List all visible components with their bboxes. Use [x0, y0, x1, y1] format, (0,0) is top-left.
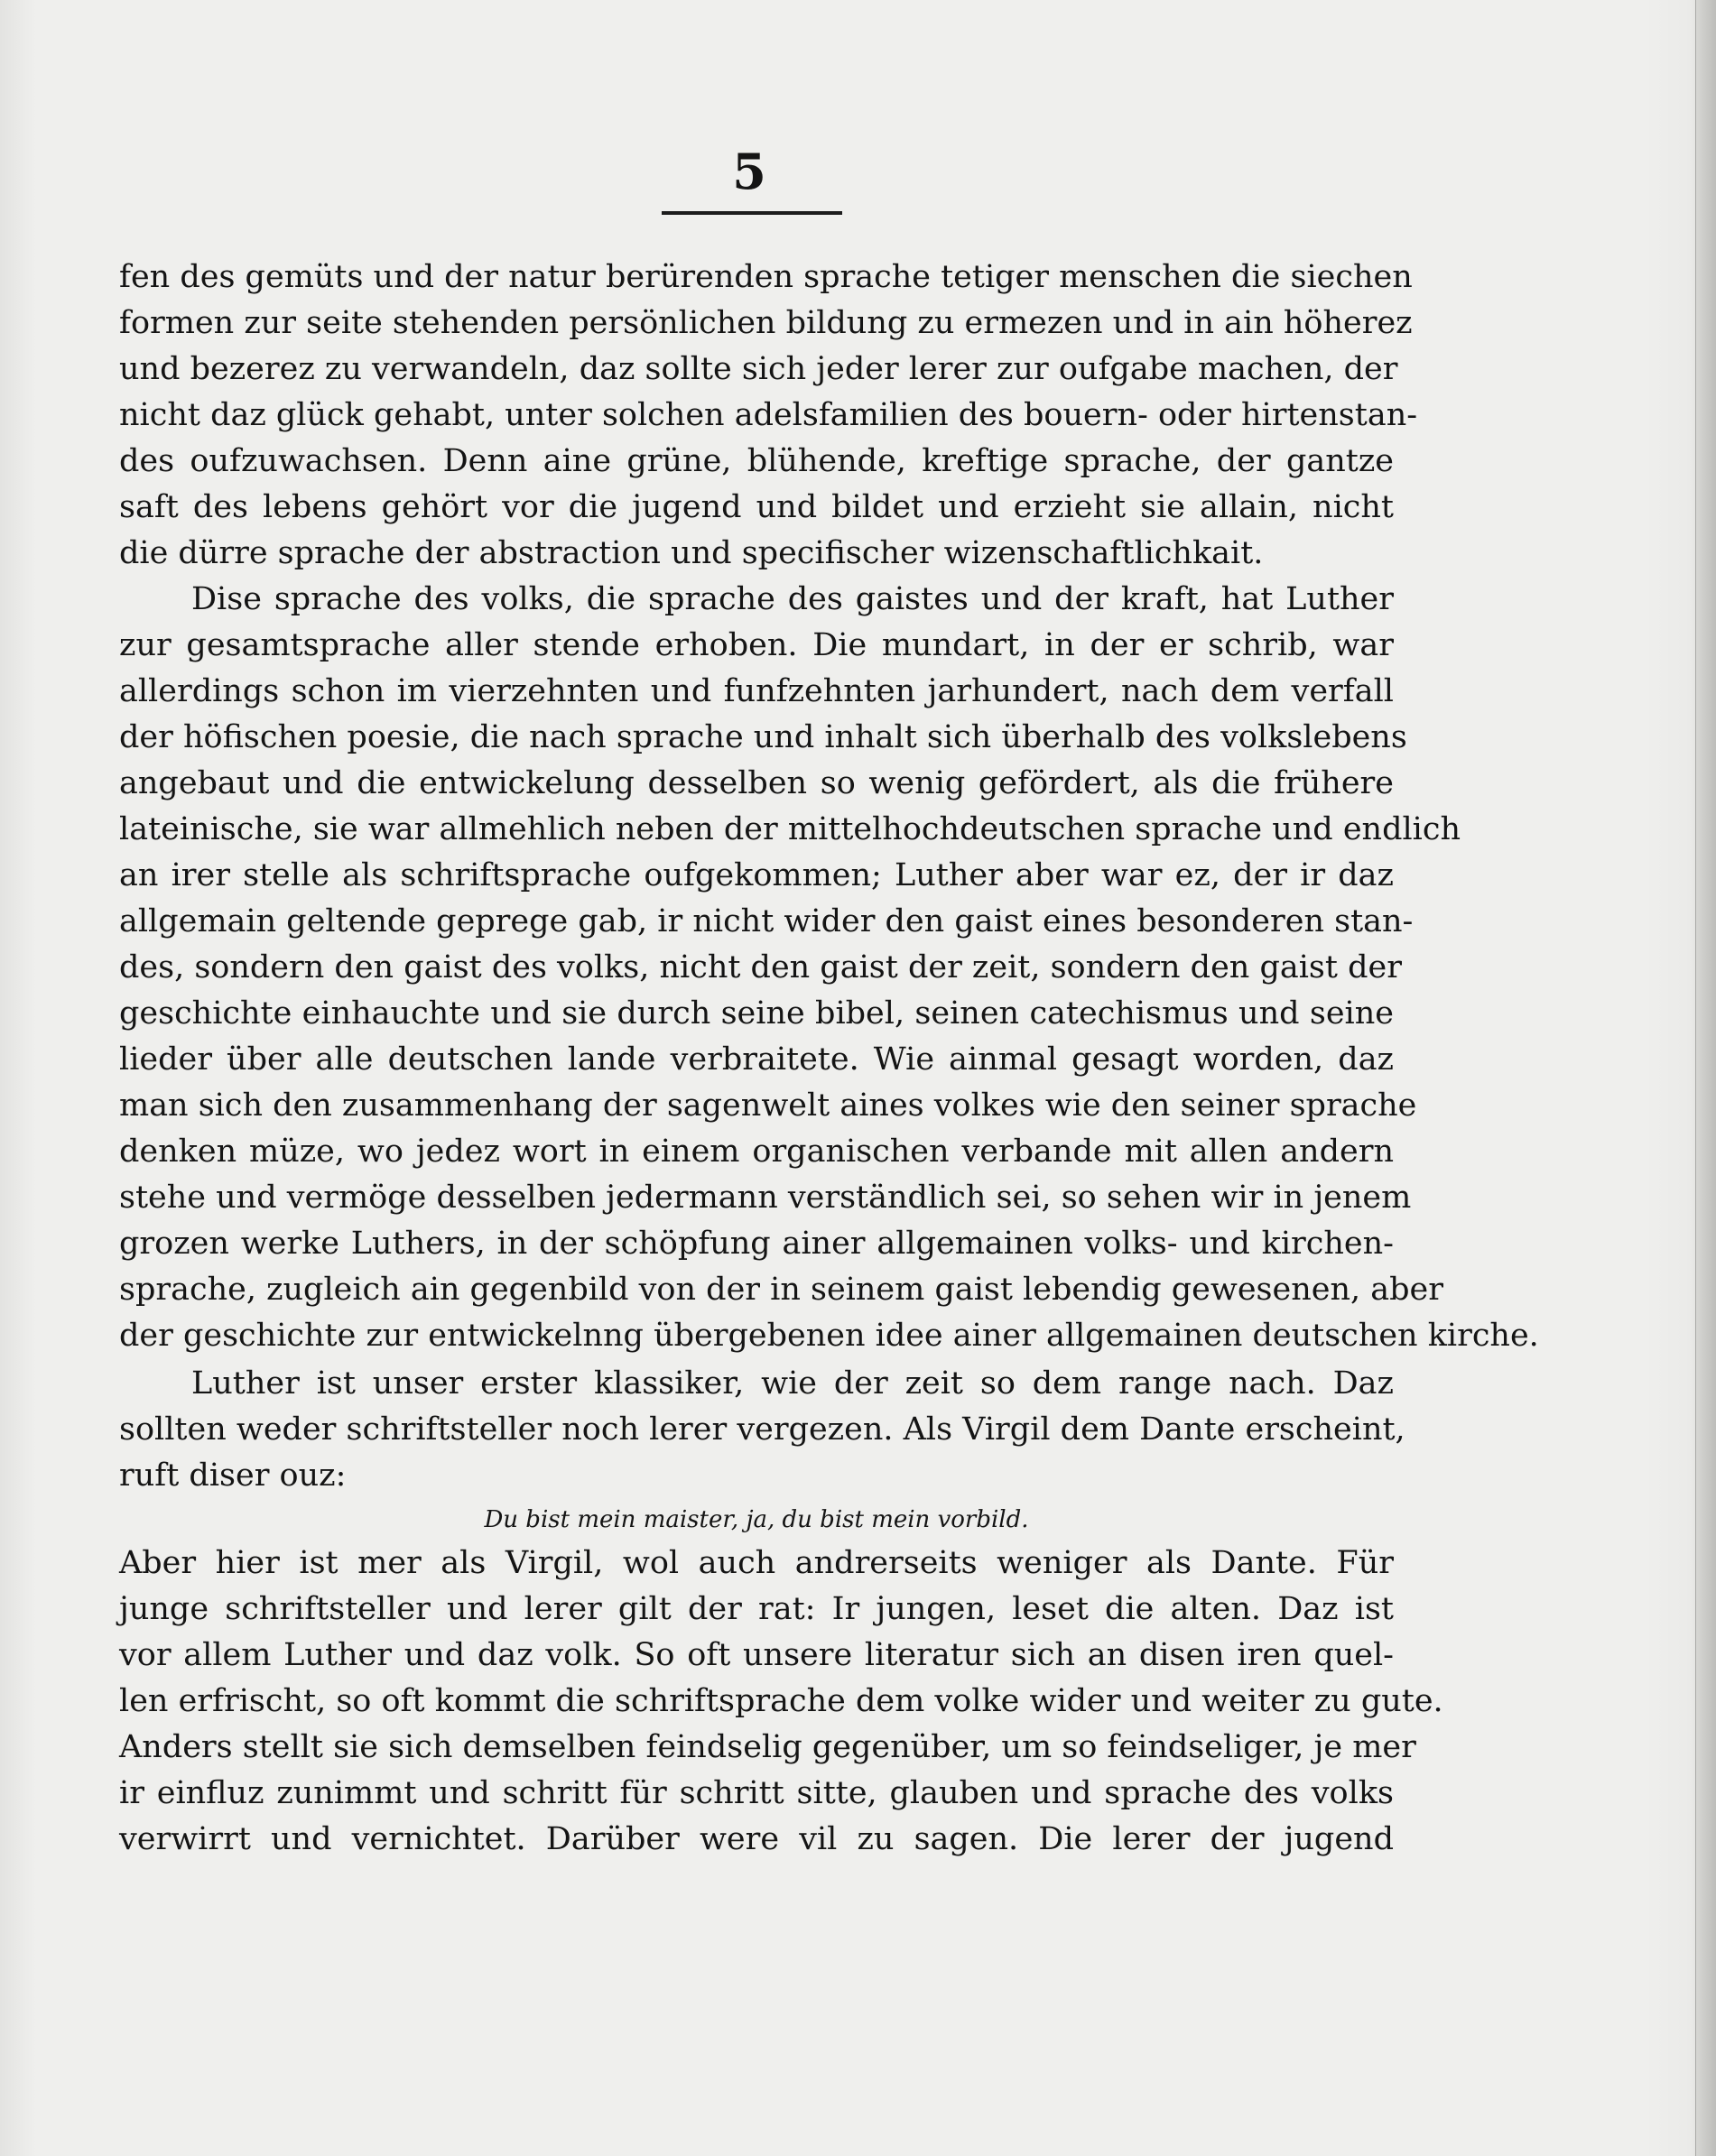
text-line: man sich den zusammenhang der sagenwelt aines volkes wie den seiner sprache	[119, 1087, 1417, 1124]
text-line: zur gesamtsprache aller stende erhoben. Die mundart, in der er schrib, war	[119, 627, 1394, 663]
text-line: allerdings schon im vierzehnten und funfzehnten jarhundert, nach dem verfall	[119, 673, 1394, 709]
text-line: geschichte einhauchte und sie durch seine bibel, seinen catechismus und seine	[119, 995, 1394, 1032]
text-line: Luther ist unser erster klassiker, wie der zeit so dem range nach. Daz	[191, 1365, 1394, 1402]
header-rule	[662, 211, 842, 215]
text-line: verwirrt und vernichtet. Darüber were vil zu sagen. Die lerer der jugend	[119, 1821, 1394, 1857]
text-line: junge schriftsteller und lerer gilt der rat: Ir jungen, leset die alten. Daz ist	[119, 1591, 1394, 1627]
text-line: fen des gemüts und der natur berürenden sprache tetiger menschen die siechen	[119, 259, 1413, 295]
text-line: sprache, zugleich ain gegenbild von der in seinem gaist lebendig gewesenen, aber	[119, 1272, 1443, 1308]
page-edge	[1695, 0, 1716, 2156]
text-line: ruft diser ouz:	[119, 1457, 347, 1494]
text-line: lieder über alle deutschen lande verbraitete. Wie ainmal gesagt worden, daz	[119, 1041, 1394, 1078]
text-line: ir einfluz zunimmt und schritt für schritt sitte, glauben und sprache des volks	[119, 1775, 1394, 1811]
text-line: Dise sprache des volks, die sprache des gaistes und der kraft, hat Luther	[191, 581, 1394, 617]
text-line: nicht daz glück gehabt, unter solchen adelsfamilien des bouern- oder hirtenstan-	[119, 397, 1418, 433]
text-line: grozen werke Luthers, in der schöpfung ainer allgemainen volks- und kirchen-	[119, 1226, 1394, 1262]
text-line: sollten weder schriftsteller noch lerer vergezen. Als Virgil dem Dante erscheint,	[119, 1411, 1405, 1448]
text-line: angebaut und die entwickelung desselben so wenig gefördert, als die frühere	[119, 765, 1394, 801]
text-line: allgemain geltende geprege gab, ir nicht wider den gaist eines besonderen stan-	[119, 903, 1414, 939]
text-line: saft des lebens gehört vor die jugend und bildet und erzieht sie allain, nicht	[119, 489, 1394, 525]
page-text	[119, 254, 1539, 1863]
text-line: der höfischen poesie, die nach sprache und inhalt sich überhalb des volkslebens	[119, 719, 1407, 755]
text-line: vor allem Luther und daz volk. So oft unsere literatur sich an disen iren quel-	[119, 1637, 1394, 1673]
block-quote: Du bist mein maister, ja, du bist mein vorbild.	[484, 1506, 1029, 1533]
text-line: stehe und vermöge desselben jedermann verständlich sei, so sehen wir in jenem	[119, 1180, 1412, 1216]
text-line: lateinische, sie war allmehlich neben der mittelhochdeutschen sprache und endlich	[119, 811, 1461, 847]
text-line: an irer stelle als schriftsprache oufgekommen; Luther aber war ez, der ir daz	[119, 857, 1394, 893]
page-number: 5	[732, 143, 766, 200]
text-line: len erfrischt, so oft kommt die schriftsprache dem volke wider und weiter zu gute.	[119, 1683, 1443, 1719]
text-line: des, sondern den gaist des volks, nicht den gaist der zeit, sondern den gaist der	[119, 949, 1402, 985]
text-line: des oufzuwachsen. Denn aine grüne, blühende, kreftige sprache, der gantze	[119, 443, 1394, 479]
text-line: und bezerez zu verwandeln, daz sollte sich jeder lerer zur oufgabe machen, der	[119, 351, 1398, 387]
text-line: Anders stellt sie sich demselben feindselig gegenüber, um so feindseliger, je mer	[119, 1729, 1416, 1765]
text-line: denken müze, wo jedez wort in einem organischen verbande mit allen andern	[119, 1134, 1394, 1170]
text-line: Aber hier ist mer als Virgil, wol auch andrerseits weniger als Dante. Für	[119, 1545, 1394, 1581]
text-line: der geschichte zur entwickelnng übergebenen idee ainer allgemainen deutschen kirche.	[119, 1318, 1539, 1354]
text-line: formen zur seite stehenden persönlichen bildung zu ermezen und in ain höherez	[119, 305, 1413, 341]
text-line: die dürre sprache der abstraction und specifischer wizenschaftlichkait.	[119, 535, 1264, 571]
